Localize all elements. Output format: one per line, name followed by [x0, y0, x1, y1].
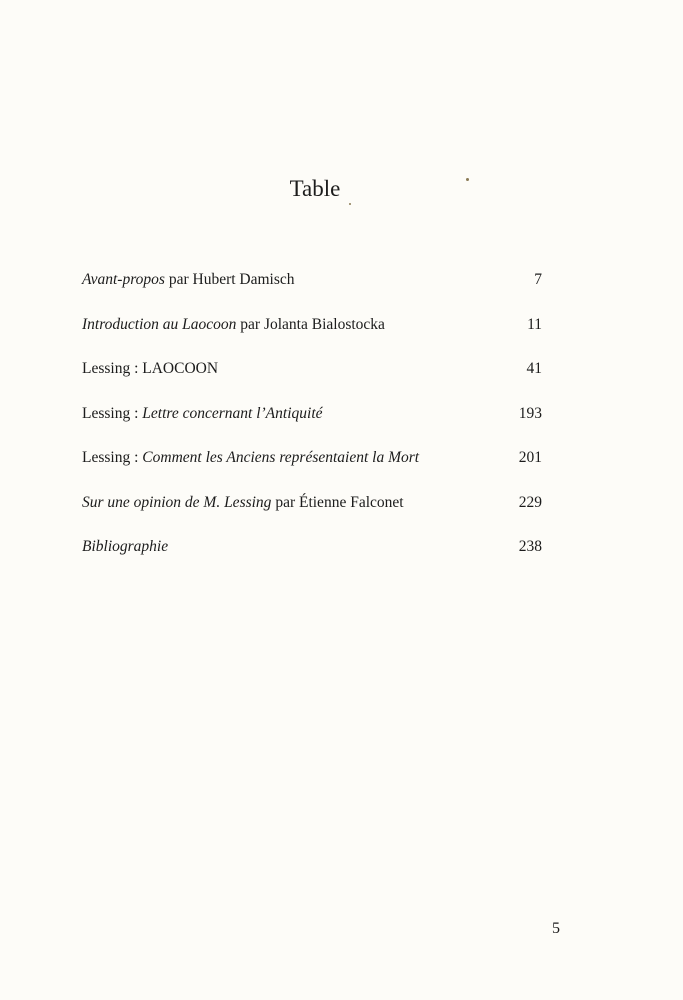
toc-row — [82, 355, 542, 400]
table-of-contents — [82, 266, 542, 578]
toc-entry-roman: Lessing : — [82, 404, 143, 422]
toc-entry-roman: par Étienne Falconet — [271, 493, 404, 511]
toc-entry-title — [82, 355, 218, 383]
toc-entry-italic: Comment les Anciens représentaient la Mort — [142, 449, 420, 466]
toc-entry-title — [82, 311, 385, 339]
toc-entry-roman: par Jolanta Bialostocka — [236, 315, 385, 333]
page-number: 5 — [552, 920, 560, 937]
toc-entry-italic: Introduction au Laocoon — [82, 315, 237, 333]
toc-row — [82, 444, 542, 489]
print-speck — [466, 178, 469, 181]
toc-entry-title — [82, 489, 404, 517]
toc-page-number: 11 — [527, 315, 542, 333]
toc-page-number: 7 — [534, 271, 542, 288]
print-speck — [349, 203, 351, 205]
toc-entry-italic: Lettre concernant l’Antiquité — [142, 404, 323, 422]
toc-row — [82, 533, 542, 578]
toc-entry-title — [82, 400, 323, 428]
toc-row — [82, 311, 542, 356]
toc-page-number: 229 — [518, 493, 542, 511]
toc-row — [82, 489, 542, 534]
toc-entry-italic: Avant-propos — [82, 271, 165, 288]
toc-entry-title — [82, 444, 419, 472]
toc-row — [82, 400, 542, 445]
toc-page-number: 238 — [518, 538, 542, 555]
toc-entry-title — [82, 266, 295, 294]
toc-entry-title — [82, 533, 168, 561]
toc-entry-roman: Lessing : LAOCOON — [82, 360, 219, 377]
toc-entry-roman: par Hubert Damisch — [164, 271, 295, 288]
toc-entry-italic: Bibliographie — [82, 538, 169, 555]
toc-row — [82, 266, 542, 311]
toc-page-number: 41 — [526, 360, 542, 377]
toc-page-number: 201 — [518, 449, 542, 466]
toc-entry-roman: Lessing : — [82, 449, 143, 466]
page-title: Table — [289, 176, 341, 201]
toc-page-number: 193 — [518, 404, 542, 422]
toc-entry-italic: Sur une opinion de M. Lessing — [82, 493, 272, 511]
